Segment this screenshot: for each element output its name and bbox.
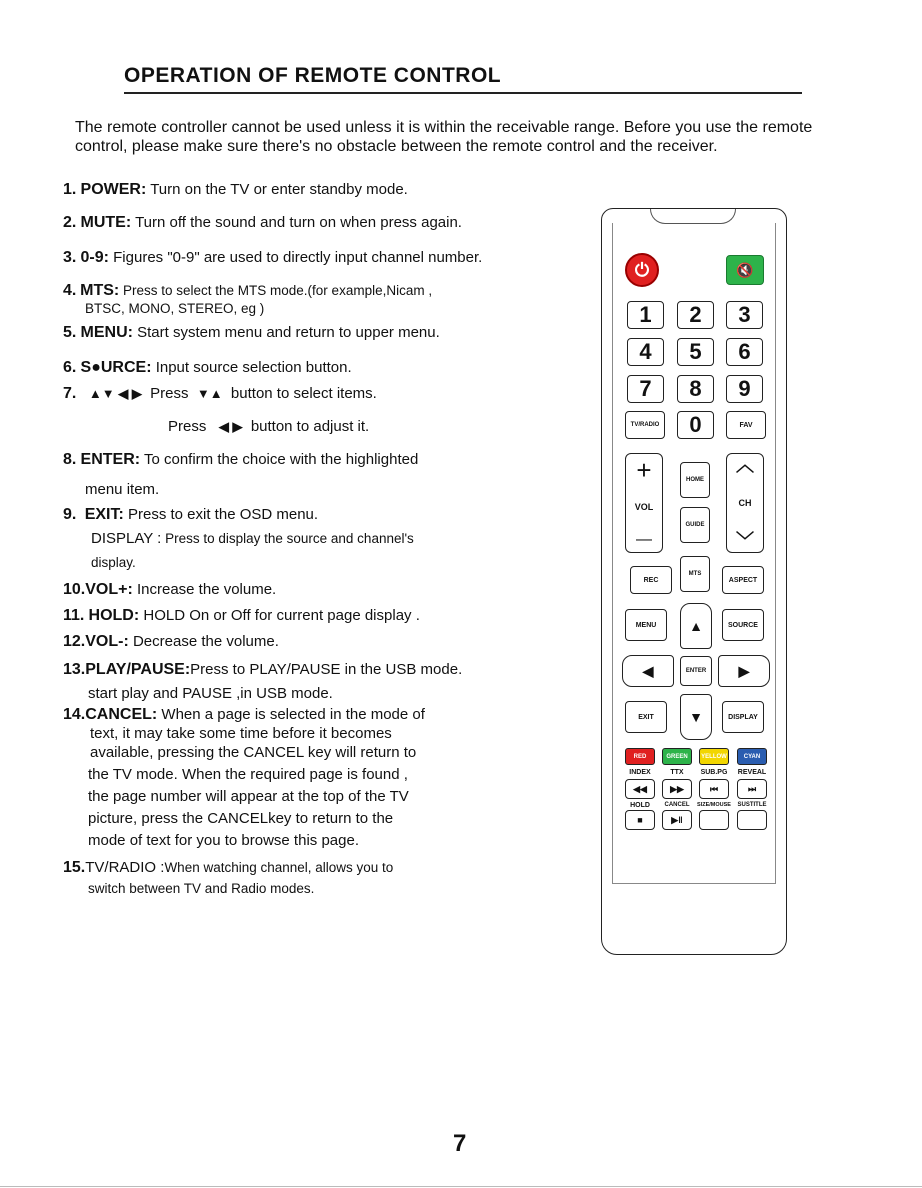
remote-top-notch: [650, 209, 736, 224]
item-arrows-line-2: Press ◀ ▶ button to adjust it.: [168, 418, 370, 435]
intro-line-1: The remote controller cannot be used unless it is within the receivable range. Before you use the remote: [75, 119, 813, 136]
item-exit: 9. EXIT: Press to exit the OSD menu.: [63, 506, 319, 523]
remote-key-cyan: CYAN: [737, 748, 767, 765]
item-cancel-line-3: available, pressing the CANCEL key will return to: [90, 744, 417, 761]
item-cancel-line-7: mode of text for you to browse this page.: [88, 832, 359, 849]
intro-line-2: control, please make sure there's no obstacle between the remote control and the receiver.: [75, 138, 718, 155]
remote-vol-rocker: + VOL —: [625, 453, 663, 553]
remote-key-source: SOURCE: [722, 609, 764, 641]
remote-key-7: 7: [627, 375, 664, 403]
remote-key-menu: MENU: [625, 609, 667, 641]
remote-key-red: RED: [625, 748, 655, 765]
remote-key-subtitle: [737, 810, 767, 830]
remote-key-5: 5: [677, 338, 714, 366]
item-source: 6. S●URCE: Input source selection button.: [63, 359, 352, 376]
bottom-rule: [0, 1186, 922, 1187]
item-hold: 11. HOLD: HOLD On or Off for current page display .: [63, 607, 420, 624]
label-cancel: CANCEL: [664, 802, 690, 808]
remote-key-home: HOME: [680, 462, 710, 498]
label-index: INDEX: [629, 769, 651, 776]
item-tv-radio: 15.TV/RADIO :When watching channel, allows you to: [63, 859, 394, 876]
item-cancel-line-5: the page number will appear at the top of the TV: [88, 788, 409, 805]
mute-icon: 🔇: [726, 255, 764, 285]
item-play-pause: 13.PLAY/PAUSE:Press to PLAY/PAUSE in the USB mode.: [63, 661, 463, 678]
remote-key-tv-radio: TV/RADIO: [625, 411, 665, 439]
item-cancel: 14.CANCEL: When a page is selected in the mode of: [63, 706, 425, 723]
item-mts: 4. MTS: Press to select the MTS mode.(for example,Nicam ,: [63, 282, 433, 299]
remote-key-0: 0: [677, 411, 714, 439]
item-display: DISPLAY : Press to display the source and channel's: [91, 530, 414, 547]
remote-key-fav: FAV: [726, 411, 766, 439]
label-subtitle: SUSTITLE: [737, 802, 767, 808]
page-heading: OPERATION OF REMOTE CONTROL: [124, 64, 502, 87]
remote-key-yellow: YELLOW: [699, 748, 729, 765]
next-icon: ⏭: [737, 779, 767, 799]
remote-key-down: ▼: [680, 694, 712, 740]
remote-key-8: 8: [677, 375, 714, 403]
remote-key-aspect: ASPECT: [722, 566, 764, 594]
remote-key-green: GREEN: [662, 748, 692, 765]
power-icon: ⏻: [625, 253, 659, 287]
remote-key-guide: GUIDE: [680, 507, 710, 543]
item-vol-plus: 10.VOL+: Increase the volume.: [63, 581, 277, 598]
label-subpg: SUB.PG: [700, 769, 728, 776]
item-enter: 8. ENTER: To confirm the choice with the highlighted: [63, 451, 419, 468]
item-mute: 2. MUTE: Turn off the sound and turn on when press again.: [63, 214, 462, 231]
remote-key-1: 1: [627, 301, 664, 329]
remote-key-size-mouse: [699, 810, 729, 830]
item-cancel-line-4: the TV mode. When the required page is found ,: [88, 766, 408, 783]
item-cancel-line-2: text, it may take some time before it becomes: [90, 725, 392, 742]
remote-key-left: ◀: [622, 655, 674, 687]
remote-key-mts: MTS: [680, 556, 710, 592]
heading-rule: [124, 92, 802, 94]
remote-key-right: ▶: [718, 655, 770, 687]
remote-key-up: ▲: [680, 603, 712, 649]
item-tv-radio-line-2: switch between TV and Radio modes.: [88, 881, 315, 896]
remote-key-exit: EXIT: [625, 701, 667, 733]
item-numbers: 3. 0-9: Figures "0-9" are used to directly input channel number.: [63, 249, 483, 266]
item-mts-line-2: BTSC, MONO, STEREO, eg ): [85, 301, 265, 316]
label-size-mouse: SIZE/MOUSE: [697, 802, 731, 808]
item-display-line-2: display.: [91, 555, 136, 570]
item-arrows: 7. ▲▼ ◀ ▶ Press ▼▲ button to select items.: [63, 385, 377, 402]
previous-icon: ⏮: [699, 779, 729, 799]
page-number: 7: [453, 1130, 467, 1157]
item-power: 1. POWER: Turn on the TV or enter standby mode.: [63, 181, 408, 198]
item-vol-minus: 12.VOL-: Decrease the volume.: [63, 633, 279, 650]
remote-key-4: 4: [627, 338, 664, 366]
item-cancel-line-6: picture, press the CANCELkey to return to the: [88, 810, 394, 827]
fast-forward-icon: ▶▶: [662, 779, 692, 799]
label-reveal: REVEAL: [737, 769, 767, 776]
stop-icon: ■: [625, 810, 655, 830]
remote-key-2: 2: [677, 301, 714, 329]
label-hold: HOLD: [630, 802, 650, 809]
remote-key-9: 9: [726, 375, 763, 403]
remote-key-rec: REC: [630, 566, 672, 594]
remote-key-display: DISPLAY: [722, 701, 764, 733]
remote-illustration: [601, 208, 787, 955]
remote-ch-rocker: ︿ CH ﹀: [726, 453, 764, 553]
remote-key-6: 6: [726, 338, 763, 366]
item-enter-line-2: menu item.: [85, 481, 160, 498]
rewind-icon: ◀◀: [625, 779, 655, 799]
label-ttx: TTX: [670, 769, 684, 776]
remote-key-3: 3: [726, 301, 763, 329]
item-menu: 5. MENU: Start system menu and return to upper menu.: [63, 324, 440, 341]
remote-bottom-line: [612, 883, 776, 884]
item-play-pause-line-2: start play and PAUSE ,in USB mode.: [88, 685, 333, 702]
remote-key-enter: ENTER: [680, 656, 712, 686]
play-pause-icon: ▶‖: [662, 810, 692, 830]
